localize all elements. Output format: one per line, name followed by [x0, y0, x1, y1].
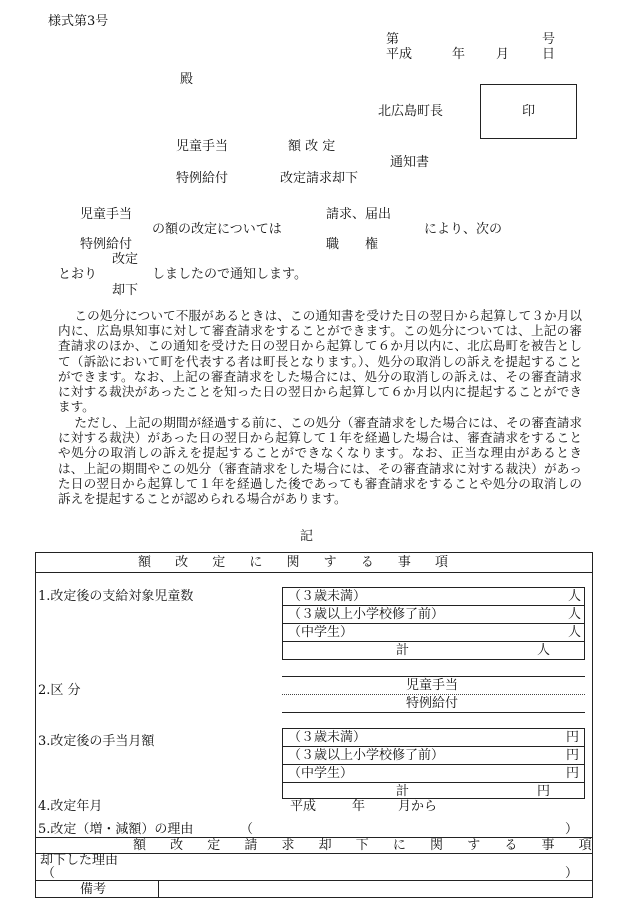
intro-ex-officio: 職 権 — [326, 237, 379, 252]
intro-request: 請求、届出 — [326, 207, 392, 222]
revision-year: 年 — [352, 799, 366, 814]
children-count-label: 1.改定後の支給対象児童数 — [38, 589, 194, 604]
unit-person: 人 — [537, 643, 551, 658]
revision-month-from: 月から — [398, 799, 438, 814]
reason-paren-open: （ — [240, 822, 254, 837]
amount-row-3-to-primary: （３歳以上小学校修了前） — [288, 748, 445, 763]
amount-row-under3: （３歳未満） — [288, 730, 367, 745]
issuer-name: 北広島町長 — [378, 104, 444, 119]
reject-paren-close: ） — [565, 866, 579, 881]
section-reject-header: 額 改 定 請 求 却 下 に 関 す る 事 項 — [133, 838, 602, 853]
date-era: 平成 — [386, 47, 413, 62]
unit-yen: 円 — [566, 730, 580, 745]
date-month: 月 — [496, 47, 510, 62]
monthly-amount-label: 3.改定後の手当月額 — [38, 734, 155, 749]
revision-month-label: 4.改定年月 — [38, 799, 103, 814]
doc-number-prefix: 第 — [386, 32, 400, 47]
child-row-under3: （３歳未満） — [288, 589, 367, 604]
appeal-notice-paragraph1: この処分について不服があるときは、この通知書を受けた日の翌日から起算して３か月以内に、広島県知事に対して審査請求をすることができます。この処分については、上記の審査請求のほか、この通知を受けた日の翌日から起算して６か月以内に、北広島町を被告として（訴訟において町を代表する者は町長となります。）、処分の取消しの訴えを提起することができます。なお、上記の審査請求をした場合には、処分の取消しの訴えは、その審査請求に対する裁決があったことを知った日の翌日から起算して６か月以内に提起することができます。 — [58, 308, 582, 415]
intro-text1: の額の改定については — [152, 222, 282, 237]
category-option-special: 特例給付 — [406, 696, 459, 711]
revision-era: 平成 — [290, 799, 317, 814]
child-row-3-to-primary: （３歳以上小学校修了前） — [288, 607, 445, 622]
category-label: 2.区 分 — [38, 683, 81, 698]
intro-reject: 却下 — [112, 283, 139, 298]
title-suffix: 通知書 — [390, 155, 430, 170]
unit-person: 人 — [568, 589, 582, 604]
unit-yen: 円 — [537, 784, 551, 799]
intro-as-follows: とおり — [58, 267, 98, 282]
section-revision-header: 額 改 定 に 関 す る 事 項 — [138, 555, 459, 570]
unit-person: 人 — [568, 607, 582, 622]
unit-yen: 円 — [566, 766, 580, 781]
form-number: 様式第3号 — [48, 14, 109, 29]
title-allowance: 児童手当 — [176, 139, 229, 154]
revision-reason-label: 5.改定（増・減額）の理由 — [38, 822, 194, 837]
title-special-benefit: 特例給付 — [176, 171, 229, 186]
unit-yen: 円 — [566, 748, 580, 763]
title-reject: 改定請求却下 — [280, 171, 359, 186]
reason-paren-close: ） — [565, 822, 579, 837]
unit-person: 人 — [568, 625, 582, 640]
reject-paren-open: （ — [42, 866, 56, 881]
doc-number-suffix: 号 — [542, 32, 556, 47]
remarks-label: 備考 — [80, 882, 107, 897]
child-row-junior-high: （中学生） — [288, 625, 354, 640]
amount-row-junior-high: （中学生） — [288, 766, 354, 781]
children-total-label: 計 — [396, 643, 410, 658]
title-revision: 額 改 定 — [288, 139, 336, 154]
ki-heading: 記 — [300, 529, 314, 544]
seal-box — [480, 84, 577, 139]
seal-mark: 印 — [522, 104, 536, 119]
category-option-allowance: 児童手当 — [406, 678, 459, 693]
intro-revise: 改定 — [112, 252, 139, 267]
date-day: 日 — [542, 47, 556, 62]
appeal-notice-paragraph2: ただし、上記の期間が経過する前に、この処分（審査請求をした場合には、その審査請求に対する裁決）があった日の翌日から起算して１年を経過した場合は、審査請求をすることや処分の取消しの訴えを提起することができなくなります。なお、正当な理由があるときは、上記の期間やこの処分（審査請求をした場合には、その審査請求に対する裁決）があった日の翌日から起算して１年を経過した後であっても審査請求をすることや処分の取消しの訴えを提起することが認められる場合があります。 — [58, 415, 582, 507]
reject-reason-label: 却下した理由 — [40, 853, 119, 868]
intro-text2: により、次の — [424, 222, 503, 237]
intro-notify: しましたので通知します。 — [152, 267, 307, 282]
intro-allowance: 児童手当 — [80, 207, 133, 222]
intro-special: 特例給付 — [80, 237, 133, 252]
date-year: 年 — [452, 47, 466, 62]
amount-total-label: 計 — [396, 784, 410, 799]
addressee-suffix: 殿 — [180, 72, 194, 87]
